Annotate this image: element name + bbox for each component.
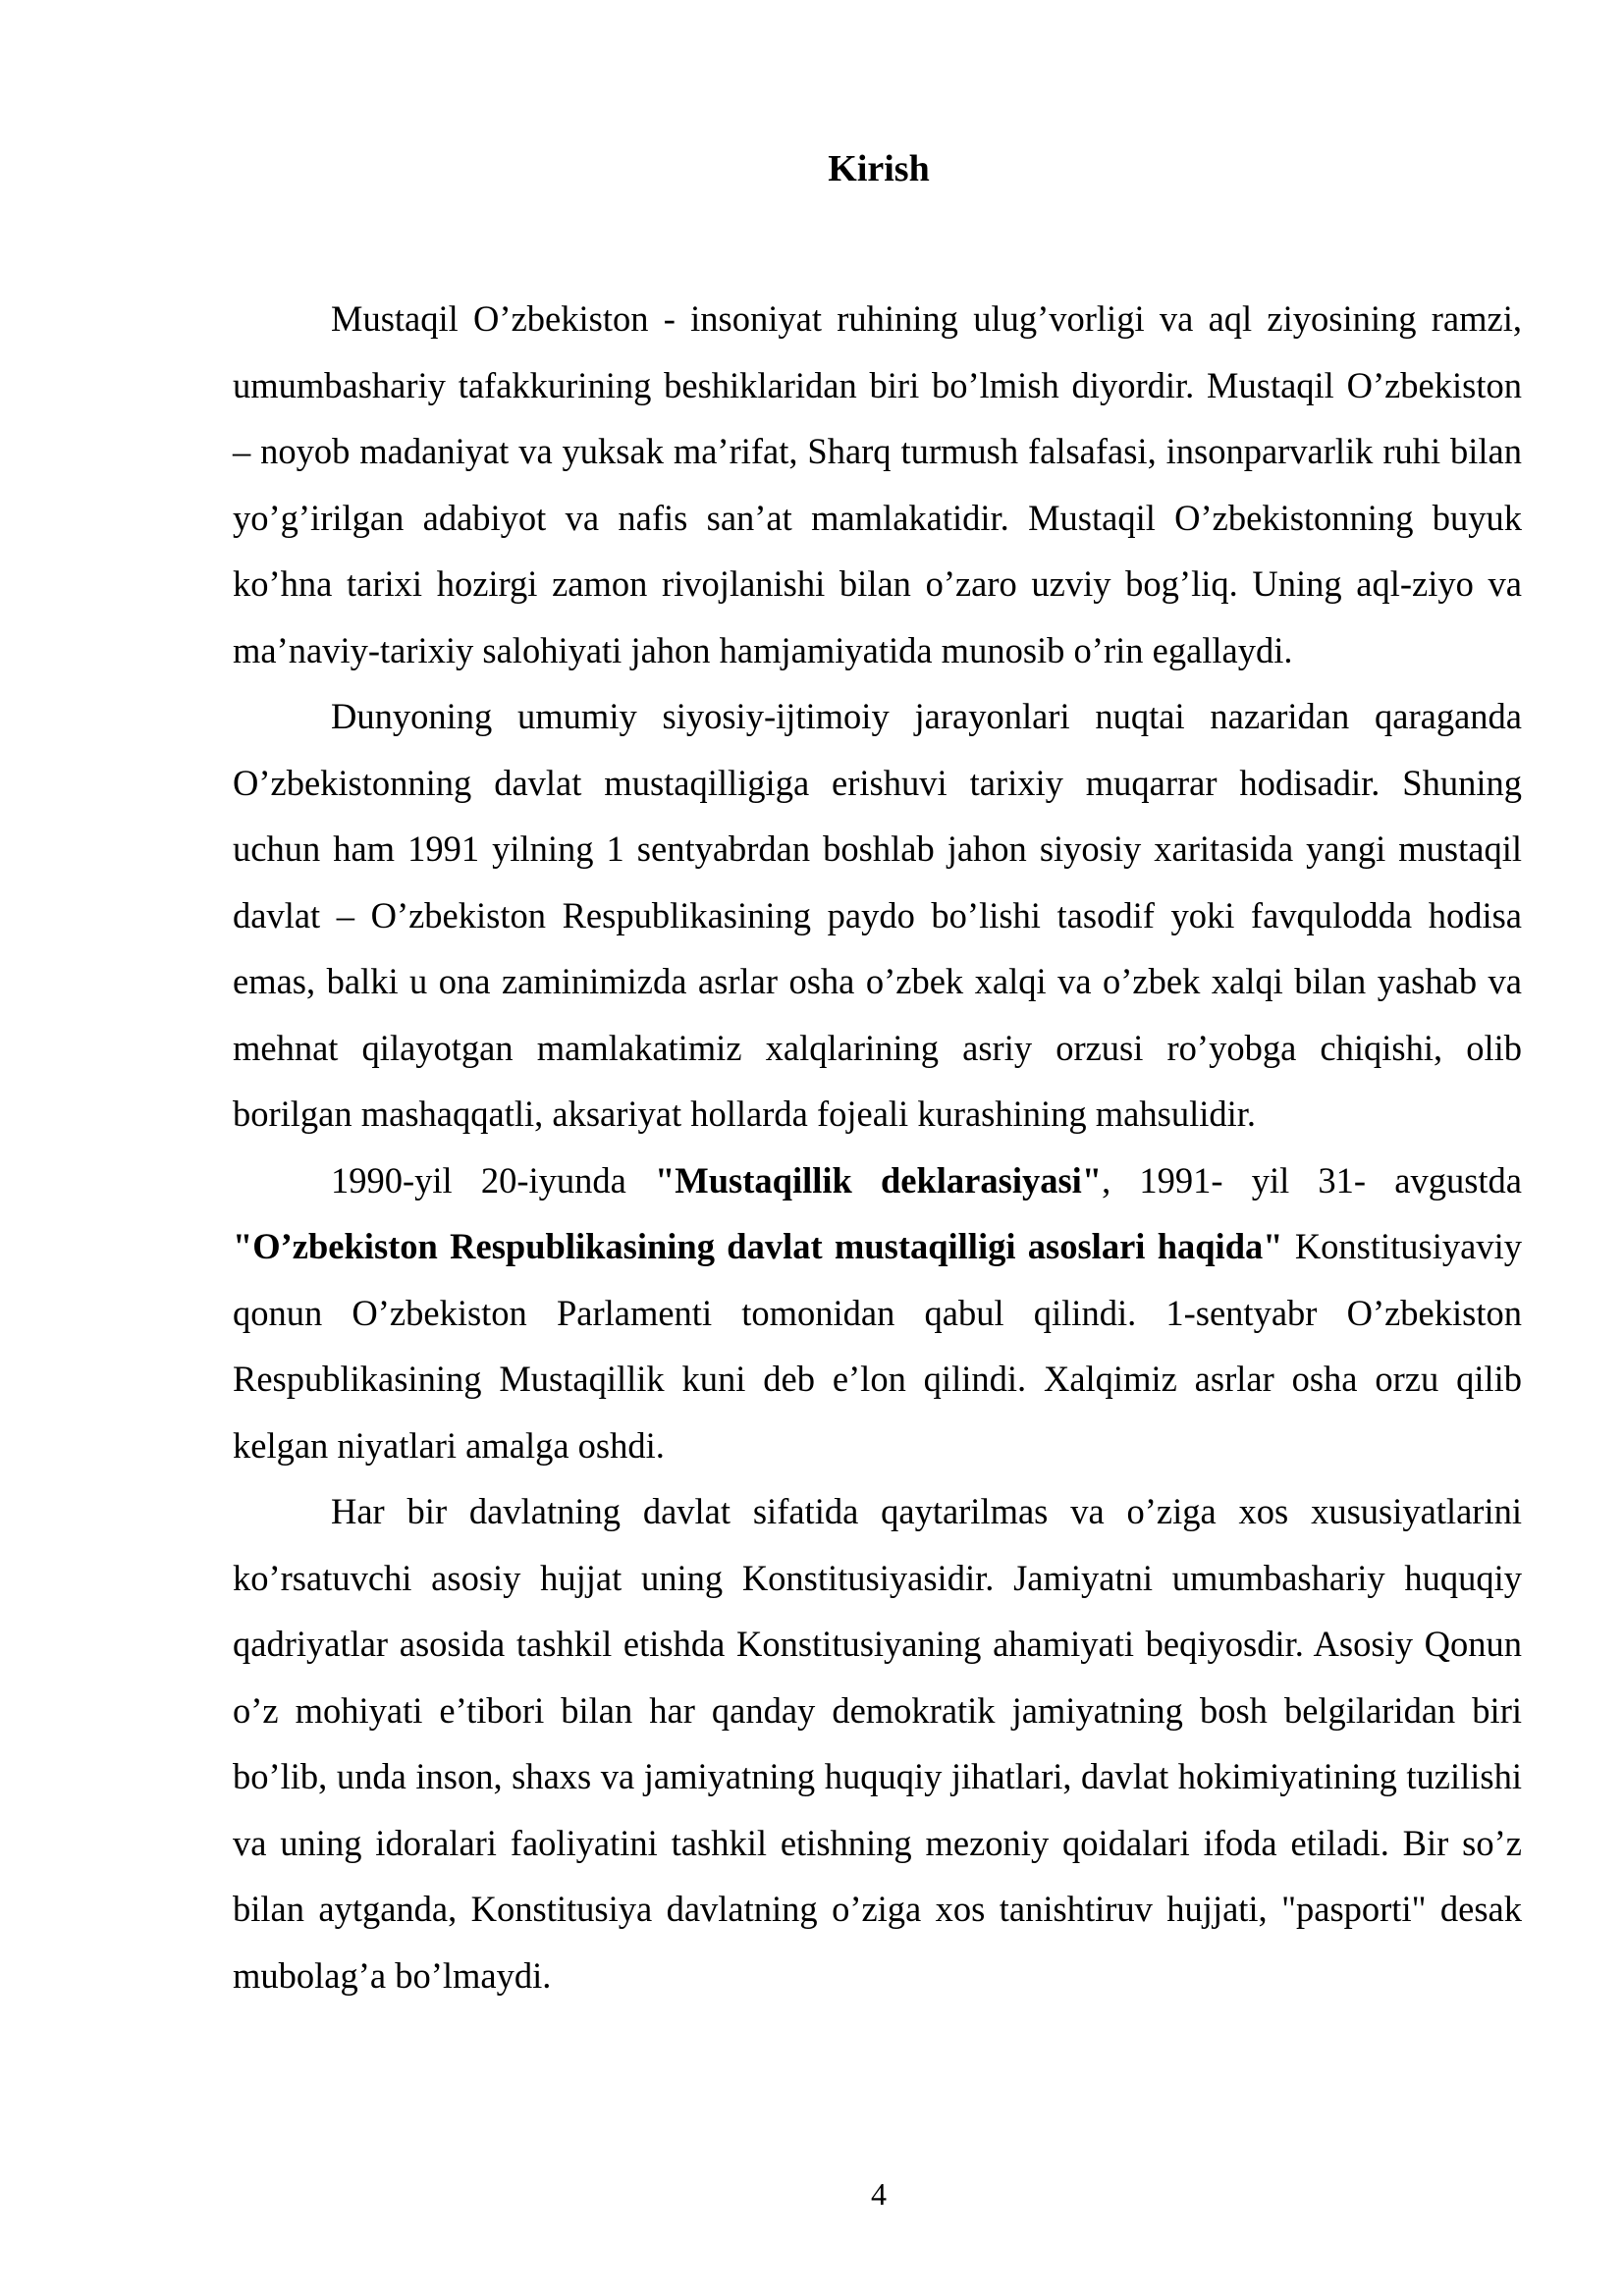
- paragraph-3: [233, 1148, 1522, 1479]
- declaration-title: "Mustaqillik deklarasiyasi": [655, 1159, 1103, 1201]
- paragraph-3-text-1: 1990-yil 20-iyunda: [331, 1159, 656, 1201]
- independence-law-title: "O’zbekiston Respublikasining davlat mustaqilligi asoslari haqida": [233, 1226, 1283, 1266]
- document-body: [233, 286, 1522, 2008]
- paragraph-2: Dunyoning umumiy siyosiy-ijtimoiy jarayonlari nuqtai nazaridan qaraganda O’zbekistonning davlat mustaqilligiga erishuvi tarixiy muqarrar hodisadir. Shuning uchun ham 1991 yilning 1 sentyabrdan boshlab jahon siyosiy xaritasida yangi mustaqil davlat – O’zbekiston Respublikasining paydo bo’lishi tasodif yoki favqulodda hodisa emas, balki u ona zaminimizda asrlar osha o’zbek xalqi va o’zbek xalqi bilan yashab va mehnat qilayotgan mamlakatimiz xalqlarining asriy orzusi ro’yobga chiqishi, olib borilgan mashaqqatli, aksariyat hollarda fojeali kurashining mahsulidir.: [233, 696, 1522, 1134]
- paragraph-3-text-2: , 1991- yil 31- avgustda: [1102, 1159, 1522, 1201]
- paragraph-1: Mustaqil O’zbekiston - insoniyat ruhining ulug’vorligi va aql ziyosining ramzi, umumbashariy tafakkurining beshiklaridan biri bo’lmish diyordir. Mustaqil O’zbekiston – noyob madaniyat va yuksak ma’rifat, Sharq turmush falsafasi, insonparvarlik ruhi bilan yo’g’irilgan adabiyot va nafis san’at mamlakatidir. Mustaqil O’zbekistonning buyuk ko’hna tarixi hozirgi zamon rivojlanishi bilan o’zaro uzviy bog’liq. Uning aql-ziyo va ma’naviy-tarixiy salohiyati jahon hamjamiyatida munosib o’rin egallaydi.: [233, 298, 1522, 670]
- paragraph-4: Har bir davlatning davlat sifatida qaytarilmas va o’ziga xos xususiyatlarini ko’rsatuvchi asosiy hujjat uning Konstitusiyasidir. Jamiyatni umumbashariy huquqiy qadriyatlar asosida tashkil etishda Konstitusiyaning ahamiyati beqiyosdir. Asosiy Qonun o’z mohiyati e’tibori bilan har qanday demokratik jamiyatning bosh belgilaridan biri bo’lib, unda inson, shaxs va jamiyatning huquqiy jihatlari, davlat hokimiyatining tuzilishi va uning idoralari faoliyatini tashkil etishning mezoniy qoidalari ifoda etiladi. Bir so’z bilan aytganda, Konstitusiya davlatning o’ziga xos tanishtiruv hujjati, "pasporti" desak mubolag’a bo’lmaydi.: [233, 1491, 1522, 1996]
- page-number: 4: [871, 2176, 887, 2212]
- paragraph-3-text-3: Konstitusiyaviy qonun O’zbekiston Parlamenti tomonidan qabul qilindi. 1-sentyabr O’zbekiston Respublikasining Mustaqillik kuni deb e’lon qilindi. Xalqimiz asrlar osha orzu qilib kelgan niyatlari amalga oshdi.: [233, 1226, 1522, 1466]
- page-title: Kirish: [828, 148, 930, 189]
